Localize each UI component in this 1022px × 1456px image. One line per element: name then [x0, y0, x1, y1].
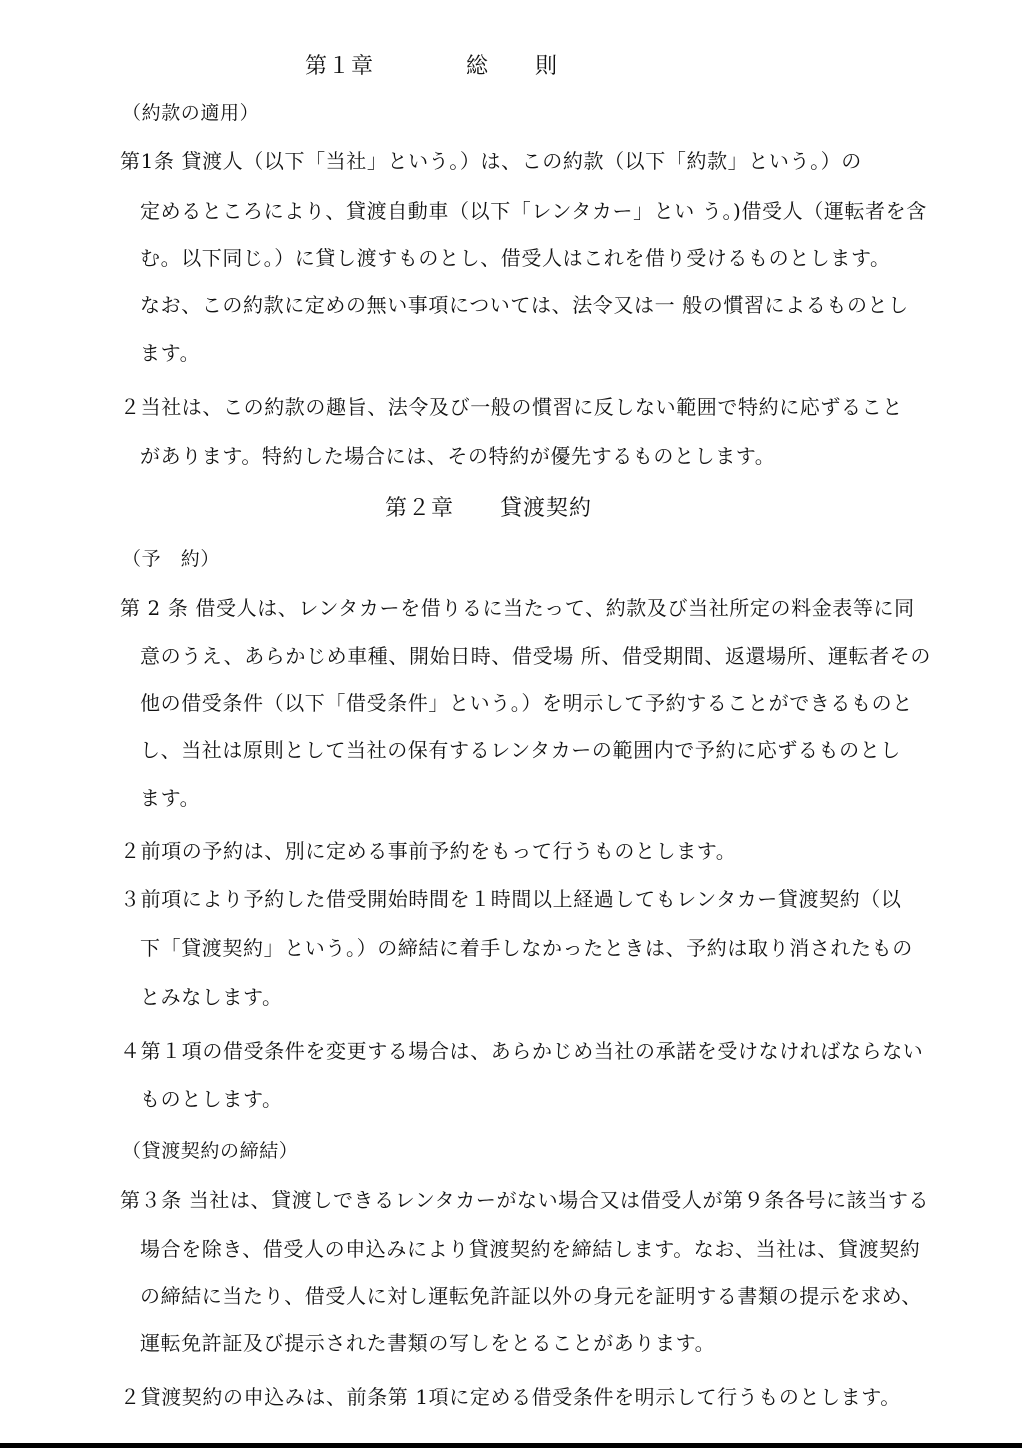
- article-2-line-4: し、当社は原則として当社の保有するレンタカーの範囲内で予約に応ずるものとし: [140, 738, 901, 762]
- article-1-line-1: 第1条 貸渡人（以下「当社」という。）は、この約款（以下「約款」という。）の: [120, 149, 862, 173]
- article-2-line-1: 第 2 条 借受人は、レンタカーを借りるに当たって、約款及び当社所定の料金表等に同: [120, 596, 915, 620]
- article-1-line-2: 定めるところにより、貸渡自動車（以下「レンタカー」とい う。)借受人（運転者を含: [140, 199, 927, 223]
- article-2-line-2: 意のうえ、あらかじめ車種、開始日時、借受場 所、借受期間、返還場所、運転者その: [140, 644, 931, 668]
- article-3-line-3: の締結に当たり、借受人に対し運転免許証以外の身元を証明する書類の提示を求め、: [140, 1284, 922, 1308]
- article-1-line-4: なお、この約款に定めの無い事項については、法令又は一 般の慣習によるものとし: [140, 293, 909, 317]
- article-1-line-3: む。以下同じ。）に貸し渡すものとし、借受人はこれを借り受けるものとします。: [140, 246, 891, 270]
- article-2-para-3-line-3: とみなします。: [140, 985, 283, 1009]
- article-1-line-5: ます。: [140, 341, 201, 365]
- article-2-para-2-line-1: ２前項の予約は、別に定める事前予約をもって行うものとします。: [120, 839, 737, 863]
- chapter-2-title: 第２章 貸渡契約: [385, 496, 593, 521]
- article-3-line-1: 第３条 当社は、貸渡しできるレンタカーがない場合又は借受人が第９条各号に該当する: [120, 1188, 930, 1212]
- section-caption-application: （約款の適用）: [122, 102, 260, 124]
- section-caption-contract: （貸渡契約の締結）: [122, 1140, 299, 1162]
- article-3-line-4: 運転免許証及び提示された書類の写しをとることがあります。: [140, 1331, 716, 1355]
- article-2-line-5: ます。: [140, 786, 201, 810]
- article-2-para-4-line-1: ４第１項の借受条件を変更する場合は、あらかじめ当社の承諾を受けなければならない: [120, 1039, 924, 1063]
- chapter-1-title: 第１章 総 則: [305, 54, 559, 79]
- article-2-para-3-line-1: ３前項により予約した借受開始時間を１時間以上経過してもレンタカー貸渡契約（以: [120, 887, 902, 911]
- page-bottom-rule: [0, 1443, 1022, 1448]
- article-1-para-2-line-2: があります。特約した場合には、その特約が優先するものとします。: [140, 444, 776, 468]
- article-1-para-2-line-1: ２当社は、この約款の趣旨、法令及び一般の慣習に反しない範囲で特約に応ずること: [120, 395, 903, 419]
- article-3-line-2: 場合を除き、借受人の申込みにより貸渡契約を締結します。なお、当社は、貸渡契約: [140, 1237, 921, 1261]
- article-2-para-4-line-2: ものとします。: [140, 1087, 283, 1111]
- article-2-line-3: 他の借受条件（以下「借受条件」という。）を明示して予約することができるものと: [140, 691, 913, 715]
- article-2-para-3-line-2: 下「貸渡契約」という。）の締結に着手しなかったときは、予約は取り消されたもの: [140, 936, 913, 960]
- section-caption-reservation: （予 約）: [122, 548, 221, 570]
- article-3-para-2-line-1: ２貸渡契約の申込みは、前条第 1項に定める借受条件を明示して行うものとします。: [120, 1385, 901, 1409]
